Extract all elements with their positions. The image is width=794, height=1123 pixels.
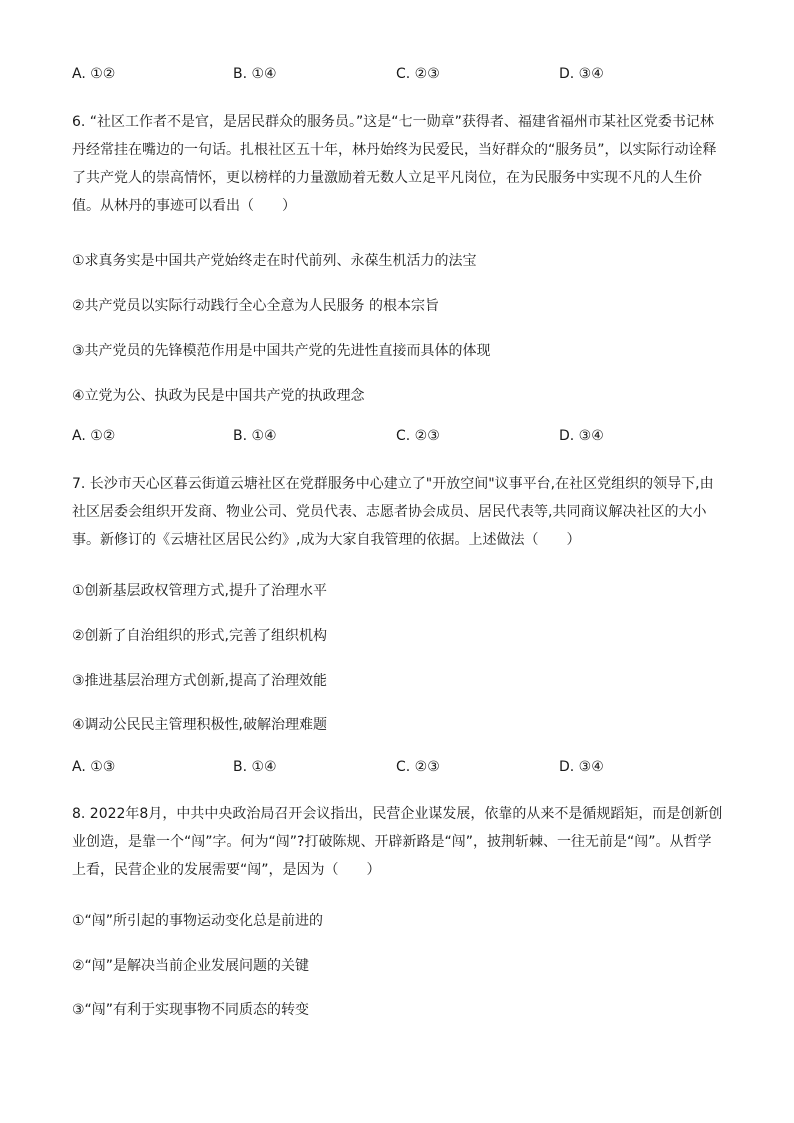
q6-options [72,428,722,448]
q6-option-d[interactable]: D. ③④ [559,428,604,444]
q8-stem: 8. 2022年8月，中共中央政治局召开会议指出，民营企业谋发展，依靠的从来不是循规蹈矩，而是创新创业创造，是靠一个“闯”字。何为“闯”?打破陈规、开辟新路是“闯”，披荆斩棘、一往无前是“闯”。从哲学上看，民营企业的发展需要“闯”，是因为（ ） [72,806,723,878]
q8-statement-3: ③“闯”有利于实现事物不同质态的转变 [72,1002,310,1018]
q5-option-a[interactable]: A. ①② [72,66,116,82]
q5-option-c[interactable]: C. ②③ [396,66,440,82]
q5-options [72,66,722,86]
q6-option-c[interactable]: C. ②③ [396,428,440,444]
q5-option-d[interactable]: D. ③④ [559,66,604,82]
q7-stem: 7. 长沙市天心区暮云街道云塘社区在党群服务中心建立了"开放空间"议事平台,在社区党组织的领导下,由社区居委会组织开发商、物业公司、党员代表、志愿者协会成员、居民代表等,共同商议解决社区的大小事。新修订的《云塘社区居民公约》,成为大家自我管理的依据。上述做法（ ） [72,476,714,548]
q7-statement-1: ①创新基层政权管理方式,提升了治理水平 [72,583,327,599]
q7-statement-4: ④调动公民民主管理积极性,破解治理难题 [72,717,327,733]
q7-option-d[interactable]: D. ③④ [559,759,604,775]
q6-statement-1: ①求真务实是中国共产党始终走在时代前列、永葆生机活力的法宝 [72,253,477,269]
q6-statement-4: ④立党为公、执政为民是中国共产党的执政理念 [72,388,365,404]
q6-stem: 6. “社区工作者不是官，是居民群众的服务员。”这是“七一勋章”获得者、福建省福州市某社区党委书记林丹经常挂在嘴边的一句话。扎根社区五十年，林丹始终为民爱民，当好群众的“服务员”，以实际行动诠释了共产党人的崇高情怀，更以榜样的力量激励着无数人立足平凡岗位，在为民服务中实现不凡的人生价值。从林丹的事迹可以看出（ ） [72,114,717,214]
q5-option-b[interactable]: B. ①④ [233,66,277,82]
q7-options [72,759,722,779]
q8-statement-2: ②“闯”是解决当前企业发展问题的关键 [72,958,310,974]
q6-option-a[interactable]: A. ①② [72,428,116,444]
q7-statement-3: ③推进基层治理方式创新,提高了治理效能 [72,673,327,689]
q6-statement-2: ②共产党员以实际行动践行全心全意为人民服务 的根本宗旨 [72,298,439,314]
q7-statement-2: ②创新了自治组织的形式,完善了组织机构 [72,628,327,644]
q6-statement-3: ③共产党员的先锋模范作用是中国共产党的先进性直接而具体的体现 [72,343,491,359]
q7-option-a[interactable]: A. ①③ [72,759,116,775]
q7-option-c[interactable]: C. ②③ [396,759,440,775]
q7-option-b[interactable]: B. ①④ [233,759,277,775]
q6-option-b[interactable]: B. ①④ [233,428,277,444]
q8-statement-1: ①“闯”所引起的事物运动变化总是前进的 [72,913,324,929]
